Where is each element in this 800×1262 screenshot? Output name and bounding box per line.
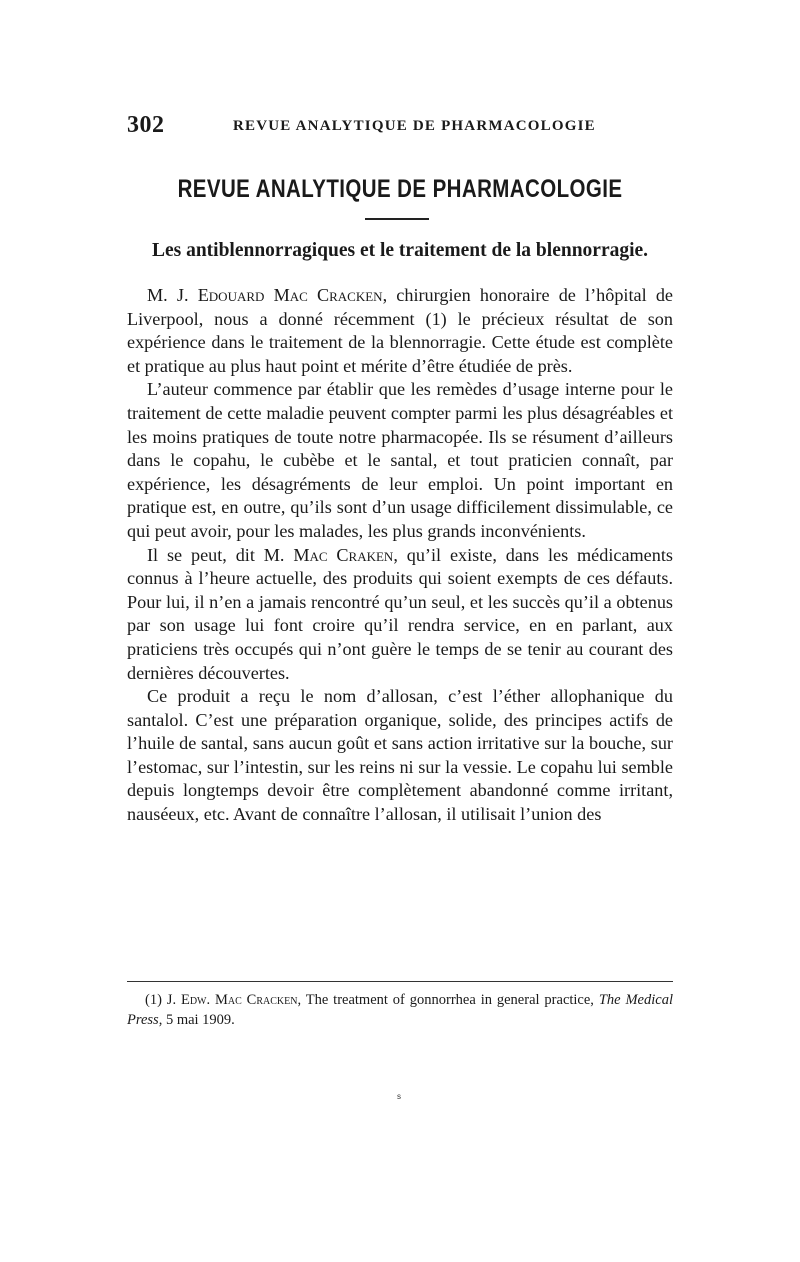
author-name: Mac Craken	[293, 544, 394, 565]
footnote-date: , 5 mai 1909.	[158, 1012, 235, 1028]
section-title: REVUE ANALYTIQUE DE PHARMACOLOGIE	[177, 175, 623, 203]
paragraph-1-prefix: M. J.	[147, 285, 198, 305]
article-title: Les antiblennorragiques et le traitement de la blennorragie.	[151, 240, 649, 261]
footnote-prefix: (1) J.	[145, 992, 181, 1008]
page-number: 302	[127, 112, 165, 138]
paragraph-3-prefix: Il se peut, dit M.	[147, 544, 294, 565]
author-name: Edouard Mac Cracken	[197, 285, 383, 305]
article-body	[127, 284, 673, 827]
paragraph-3	[127, 544, 673, 686]
paragraph-2: L’auteur commence par établir que les remèdes d’usage interne pour le traitement de cette maladie peuvent compter parmi les plus désagréables et les moins pratiques de toute notre pharmacopée. Ils se résument d’ailleurs dans le copahu, le cubèbe et le santal, et tout praticien connaît, par expérience, les désagréments de leur emploi. Un point important en pratique est, en outre, qu’ils sont d’un usage difficilement dissimulable, ce qui peut avoir, pour les malades, les plus grands inconvénients.	[127, 379, 673, 541]
paragraph-1	[127, 284, 673, 378]
footnote	[127, 990, 673, 1030]
bottom-mark: s	[397, 1092, 401, 1101]
paragraph-3-text: , qu’il existe, dans les médicaments connus à l’heure actuelle, des produits qui soient exempts de ces défauts. Pour lui, il n’en a jamais rencontré qu’un seul, et les succès qu’il a obtenus par son usage lui font croire qu’il rendra service, en en parlant, aux praticiens très occupés qui n’ont guère le temps de se tenir au courant des dernières découvertes.	[127, 544, 673, 683]
title-divider	[365, 218, 429, 220]
footnote-text: , The treatment of gonnorrhea in general practice,	[297, 992, 599, 1008]
running-title: REVUE ANALYTIQUE DE PHARMACOLOGIE	[233, 118, 596, 134]
footnote-author: Edw. Mac Cracken	[180, 992, 298, 1008]
footnote-divider	[127, 981, 673, 982]
running-header	[127, 112, 673, 140]
footnote-journal: The Medical Press	[127, 992, 673, 1028]
paragraph-4: Ce produit a reçu le nom d’allosan, c’est l’éther allophanique du santalol. C’est une préparation organique, solide, des principes actifs de l’huile de santal, sans aucun goût et sans action irritative sur la bouche, sur l’estomac, sur l’intestin, sur les reins ni sur la vessie. Le copahu lui semble depuis longtemps devoir être complètement abandonné comme irritant, nauséeux, etc. Avant de connaître l’allosan, il utilisait l’union des	[127, 686, 673, 825]
paragraph-1-text: , chirurgien honoraire de l’hôpital de Liverpool, nous a donné récemment (1) le précieux résultat de son expérience dans le traitement de la blennorragie. Cette étude est complète et pratique au plus haut point et mérite d’être étudiée de près.	[127, 285, 674, 376]
